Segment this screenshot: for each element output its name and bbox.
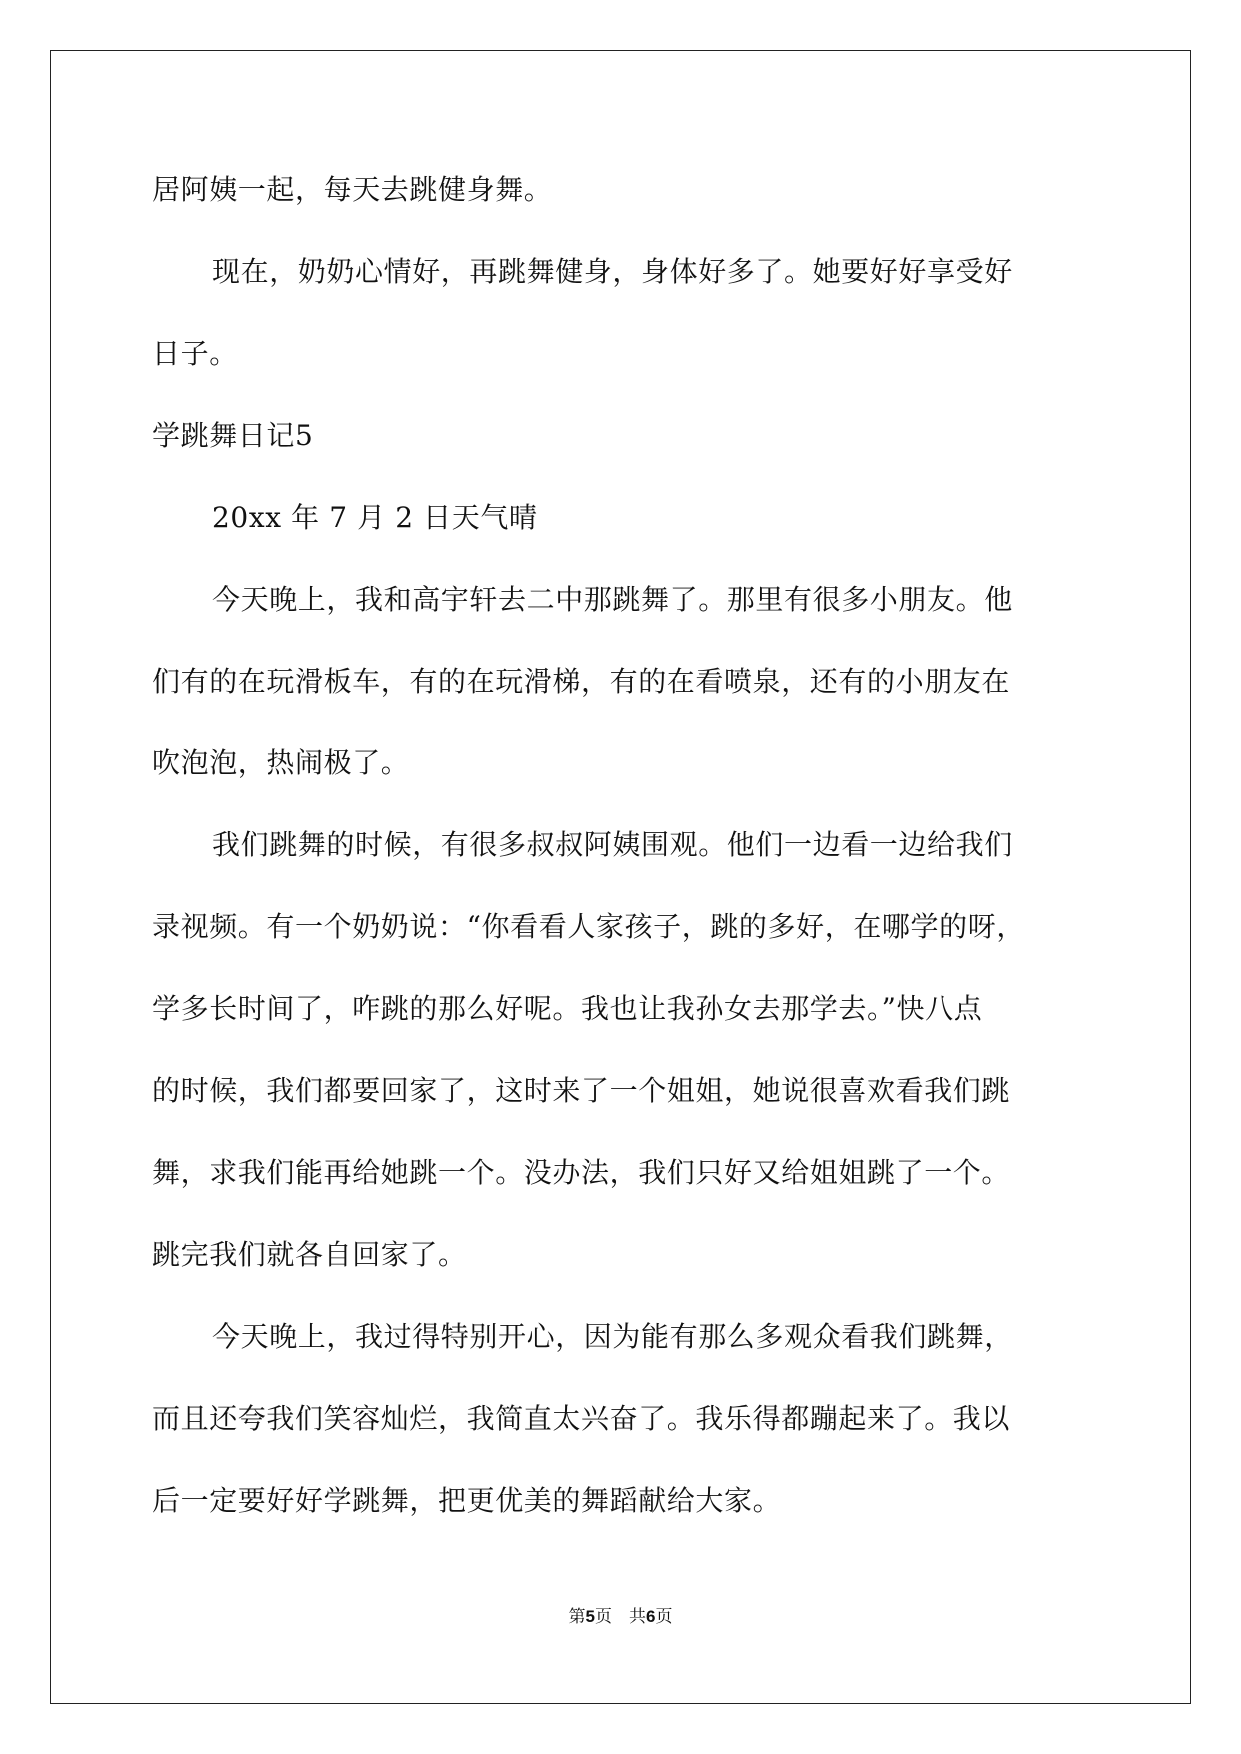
text-line: 的时候，我们都要回家了，这时来了一个姐姐，她说很喜欢看我们跳 (152, 1074, 1011, 1107)
page-footer (0, 1606, 1241, 1628)
text-line: 后一定要好好学跳舞，把更优美的舞蹈献给大家。 (152, 1484, 782, 1517)
section-title: 学跳舞日记5 (152, 419, 314, 452)
text-line: 跳完我们就各自回家了。 (152, 1238, 467, 1271)
text-line: 录视频。有一个奶奶说：“你看看人家孩子，跳的多好，在哪学的呀， (152, 910, 1025, 943)
page-frame (50, 50, 1191, 1704)
page-mid: 页 共 (595, 1607, 646, 1627)
text-line: 舞，求我们能再给她跳一个。没办法，我们只好又给姐姐跳了一个。 (152, 1156, 1011, 1189)
page-prefix: 第 (568, 1607, 586, 1627)
text-line: 今天晚上，我和高宇轩去二中那跳舞了。那里有很多小朋友。他 (212, 583, 1013, 616)
text-line: 们有的在玩滑板车，有的在玩滑梯，有的在看喷泉，还有的小朋友在 (152, 665, 1011, 698)
total-page-number: 6 (646, 1607, 656, 1626)
text-line: 而且还夸我们笑容灿烂，我简直太兴奋了。我乐得都蹦起来了。我以 (152, 1402, 1011, 1435)
text-line: 日子。 (152, 337, 238, 370)
page-suffix: 页 (655, 1607, 673, 1627)
text-line: 吹泡泡，热闹极了。 (152, 746, 410, 779)
current-page-number: 5 (585, 1607, 595, 1626)
text-line: 今天晚上，我过得特别开心，因为能有那么多观众看我们跳舞， (212, 1320, 1013, 1353)
diary-date-line: 20xx 年 7 月 2 日天气晴 (212, 501, 538, 534)
text-line: 现在，奶奶心情好，再跳舞健身，身体好多了。她要好好享受好 (212, 255, 1013, 288)
text-line: 居阿姨一起，每天去跳健身舞。 (152, 173, 553, 206)
text-line: 我们跳舞的时候，有很多叔叔阿姨围观。他们一边看一边给我们 (212, 828, 1013, 861)
text-line: 学多长时间了，咋跳的那么好呢。我也让我孙女去那学去。”快八点 (152, 992, 983, 1025)
